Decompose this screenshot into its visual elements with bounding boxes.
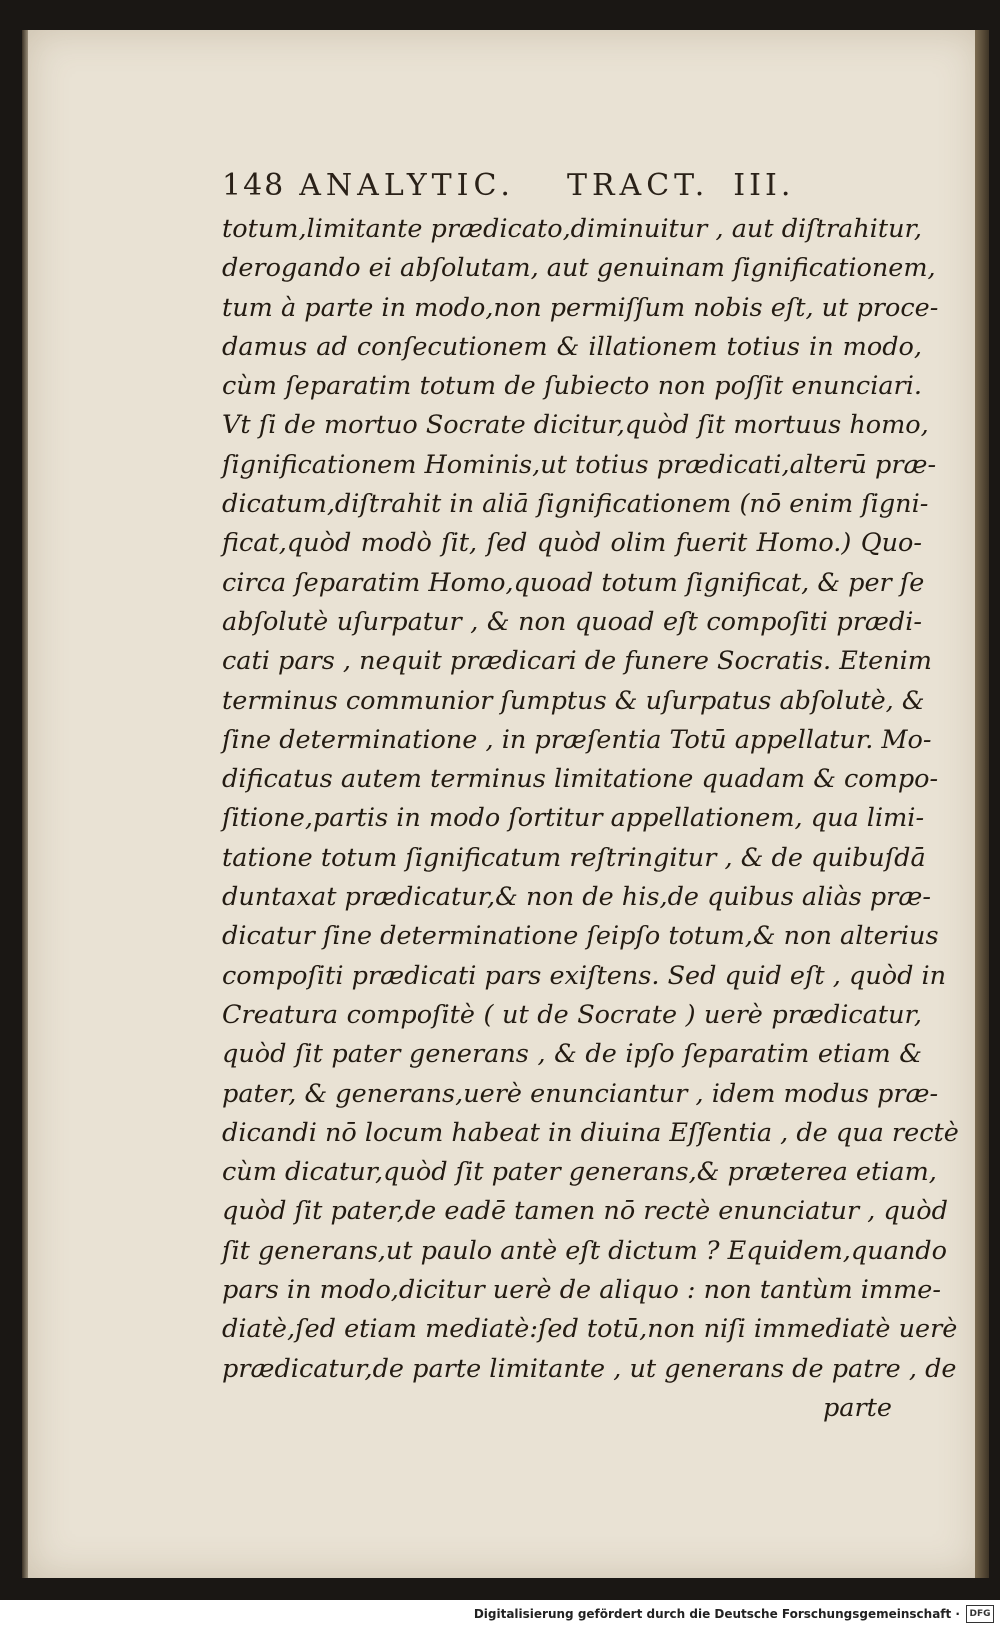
text-line: tum à parte in modo,non permiſſum nobis eſt, ut proce- <box>222 292 939 323</box>
page-number: 148 <box>222 168 286 203</box>
footer-credit: Digitalisierung gefördert durch die Deutsche Forschungsgemeinschaft · <box>473 1607 960 1621</box>
text-line: ſit generans,ut paulo antè eſt dictum ? Equidem,quando <box>222 1235 947 1266</box>
text-line: damus ad conſecutionem & illationem totius in modo, <box>222 331 922 362</box>
text-line: abſolutè uſurpatur , & non quoad eſt compoſiti prædi- <box>222 606 922 637</box>
body-text <box>222 210 959 1428</box>
text-line: dificatus autem terminus limitatione quadam & compo- <box>222 764 939 795</box>
text-line: diatè,ſed etiam mediatè:ſed totū,non niſi immediatè uerè <box>222 1314 958 1345</box>
text-line: parte <box>822 1392 892 1423</box>
text-line: ſitione,partis in modo ſortitur appellationem, qua limi- <box>222 803 925 834</box>
page-edge-right <box>975 30 989 1578</box>
digitization-footer <box>0 1600 1000 1628</box>
text-line: Vt ſi de mortuo Socrate dicitur,quòd ſit mortuus homo, <box>222 410 929 441</box>
text-line: compoſiti prædicati pars exiſtens. Sed quid eſt , quòd in <box>222 960 947 991</box>
text-line: dicatum,diſtrahit in aliā ſignificationem (nō enim ſigni- <box>222 489 929 520</box>
dfg-logo: DFG <box>966 1605 994 1623</box>
text-line: terminus communior ſumptus & uſurpatus abſolutè, & <box>222 685 925 716</box>
text-line: ſignificationem Hominis,ut totius prædicati,alterū præ- <box>222 449 937 480</box>
text-line: quòd ſit pater generans , & de ipſo ſeparatim etiam & <box>222 1039 922 1070</box>
text-line: cati pars , nequit prædicari de funere Socratis. Etenim <box>222 646 932 677</box>
text-line: ſine determinatione , in præſentia Totū appellatur. Mo- <box>222 724 932 755</box>
text-line: pater, & generans,uerè enunciantur , idem modus præ- <box>222 1078 939 1109</box>
running-head <box>222 168 882 208</box>
text-line: Creatura compoſitè ( ut de Socrate ) uerè prædicatur, <box>222 999 922 1030</box>
text-line: duntaxat prædicatur,& non de his,de quibus aliàs præ- <box>222 882 931 913</box>
text-line: dicandi nō locum habeat in diuina Eſſentia , de qua rectè <box>222 1117 959 1148</box>
text-line: ficat,quòd modò ſit, ſed quòd olim fuerit Homo.) Quo- <box>222 528 922 559</box>
text-line: derogando ei abſolutam, aut genuinam ſignificationem, <box>222 253 936 284</box>
running-head-tract: TRACT. <box>566 168 710 203</box>
text-line: pars in modo,dicitur uerè de aliquo : non tantùm imme- <box>222 1275 941 1306</box>
text-line: totum,limitante prædicato,diminuitur , aut diſtrahitur, <box>222 214 922 244</box>
running-head-roman: III. <box>733 168 795 203</box>
text-line: circa ſeparatim Homo,quoad totum ſignificat, & per ſe <box>222 567 925 598</box>
text-line: quòd ſit pater,de eadē tamen nō rectè enunciatur , quòd <box>222 1196 948 1227</box>
text-line: cùm dicatur,quòd ſit pater generans,& præterea etiam, <box>222 1157 937 1188</box>
text-line: prædicatur,de parte limitante , ut generans de patre , de <box>222 1353 957 1384</box>
running-head-title: ANALYTIC. <box>299 168 515 203</box>
text-line: cùm ſeparatim totum de ſubiecto non poſſit enunciari. <box>222 371 922 402</box>
text-line: tatione totum ſignificatum reſtringitur , & de quibuſdā <box>222 842 926 873</box>
text-line: dicatur ſine determinatione ſeipſo totum,& non alterius <box>222 921 939 952</box>
